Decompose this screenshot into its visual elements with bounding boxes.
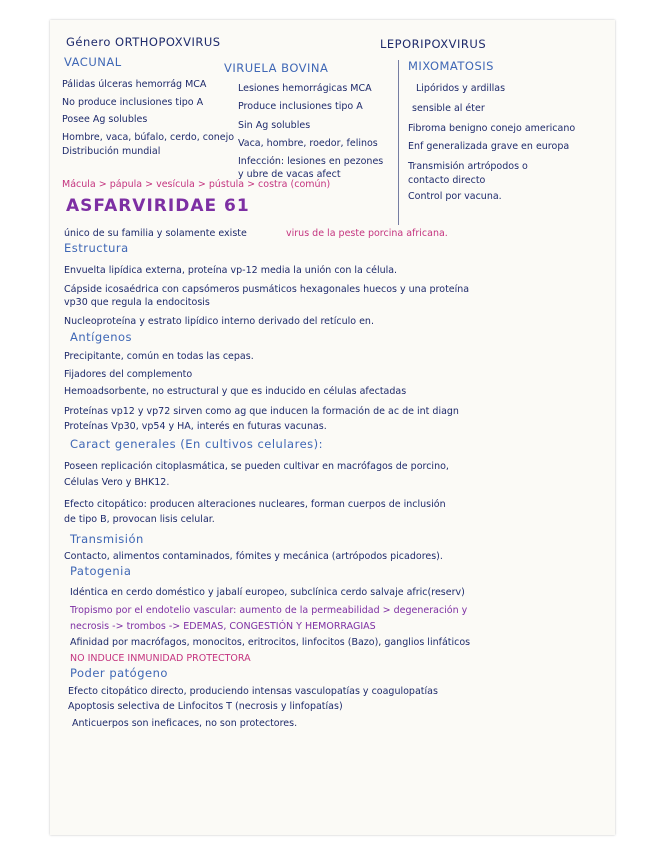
poder-patogeno-heading: Poder patógeno	[70, 666, 168, 680]
caract-line: Poseen replicación citoplasmática, se pueden cultivar en macrófagos de porcino,	[64, 461, 449, 472]
asfarviridae-title: ASFARVIRIDAE 61	[66, 196, 250, 216]
tropism-line: necrosis -> trombos -> EDEMAS, CONGESTIÓN Y HEMORRAGIAS	[70, 621, 376, 632]
asfar-intro: único de su familia y solamente existe	[64, 228, 247, 239]
estructura-line: Envuelta lipídica externa, proteína vp-12 media la unión con la célula.	[64, 265, 398, 276]
patogenia-heading: Patogenia	[70, 564, 132, 578]
antigenos-line: Hemoadsorbente, no estructural y que es inducido en células afectadas	[64, 386, 407, 397]
antigenos-heading: Antígenos	[70, 330, 133, 344]
vacunal-line: Pálidas úlceras hemorrág MCA	[62, 79, 207, 90]
no-immunity-note: NO INDUCE INMUNIDAD PROTECTORA	[70, 653, 251, 664]
transmision-heading: Transmisión	[70, 532, 144, 546]
viruela-line: y ubre de vacas afect	[238, 169, 341, 180]
mixomatosis-line: Control por vacuna.	[408, 191, 502, 202]
mixomatosis-line: sensible al éter	[412, 103, 485, 114]
mixomatosis-heading: MIXOMATOSIS	[408, 59, 494, 73]
asfar-intro-highlight: virus de la peste porcina africana.	[286, 228, 448, 239]
mixomatosis-line: Transmisión artrópodos o	[408, 161, 528, 172]
mixomatosis-line: Enf generalizada grave en europa	[408, 141, 570, 152]
poder-line: Anticuerpos son ineficaces, no son protectores.	[72, 718, 298, 729]
estructura-line: Nucleoproteína y estrato lipídico interno derivado del retículo en.	[64, 316, 374, 327]
poder-line: Efecto citopático directo, produciendo intensas vasculopatías y coagulopatías	[68, 686, 438, 697]
mixomatosis-line: Lipóridos y ardillas	[416, 83, 506, 94]
estructura-line: vp30 que regula la endocitosis	[64, 297, 210, 308]
antigenos-line: Precipitante, común en todas las cepas.	[64, 351, 254, 362]
caract-generales-heading: Caract generales (En cultivos celulares):	[70, 437, 323, 451]
column-divider	[398, 60, 399, 225]
viruela-line: Lesiones hemorrágicas MCA	[238, 83, 372, 94]
caract-line: de tipo B, provocan lisis celular.	[64, 514, 215, 525]
estructura-heading: Estructura	[64, 241, 129, 255]
leporipox-heading: LEPORIPOXVIRUS	[380, 37, 487, 51]
vacunal-line: Posee Ag solubles	[62, 114, 148, 125]
caract-line: Células Vero y BHK12.	[64, 477, 170, 488]
vacunal-line: Hombre, vaca, búfalo, cerdo, conejo	[62, 132, 235, 143]
transmision-line: Contacto, alimentos contaminados, fómites y mecánica (artrópodos picadores).	[64, 551, 443, 562]
poder-line: Apoptosis selectiva de Linfocitos T (necrosis y linfopatías)	[68, 701, 343, 712]
vacunal-line: Distribución mundial	[62, 146, 161, 157]
viruela-line: Infección: lesiones en pezones	[238, 156, 384, 167]
vacunal-heading: VACUNAL	[64, 55, 122, 69]
viruela-line: Sin Ag solubles	[238, 120, 311, 131]
notebook-page	[50, 20, 615, 835]
mixomatosis-line: contacto directo	[408, 175, 486, 186]
viruela-line: Produce inclusiones tipo A	[238, 101, 363, 112]
lesion-sequence-note: Mácula > pápula > vesícula > pústula > costra (común)	[62, 179, 331, 190]
caract-line: Efecto citopático: producen alteraciones nucleares, forman cuerpos de inclusión	[64, 499, 446, 510]
antigenos-line: Proteínas vp12 y vp72 sirven como ag que inducen la formación de ac de int diagn	[64, 406, 459, 417]
mixomatosis-line: Fibroma benigno conejo americano	[408, 123, 576, 134]
viruela-bovina-heading: VIRUELA BOVINA	[224, 61, 329, 75]
tropism-line: Tropismo por el endotelio vascular: aumento de la permeabilidad > degeneración y	[70, 605, 468, 616]
estructura-line: Cápside icosaédrica con capsómeros pusmáticos hexagonales huecos y una proteína	[64, 284, 470, 295]
viruela-line: Vaca, hombre, roedor, felinos	[238, 138, 378, 149]
affinity-line: Afinidad por macrófagos, monocitos, eritrocitos, linfocitos (Bazo), ganglios linfáticos	[70, 637, 471, 648]
antigenos-line: Fijadores del complemento	[64, 369, 193, 380]
vacunal-line: No produce inclusiones tipo A	[62, 97, 204, 108]
antigenos-line: Proteínas Vp30, vp54 y HA, interés en futuras vacunas.	[64, 421, 327, 432]
patogenia-line: Idéntica en cerdo doméstico y jabalí europeo, subclínica cerdo salvaje afric(reserv)	[70, 587, 465, 598]
genus-heading: Género ORTHOPOXVIRUS	[66, 35, 221, 49]
